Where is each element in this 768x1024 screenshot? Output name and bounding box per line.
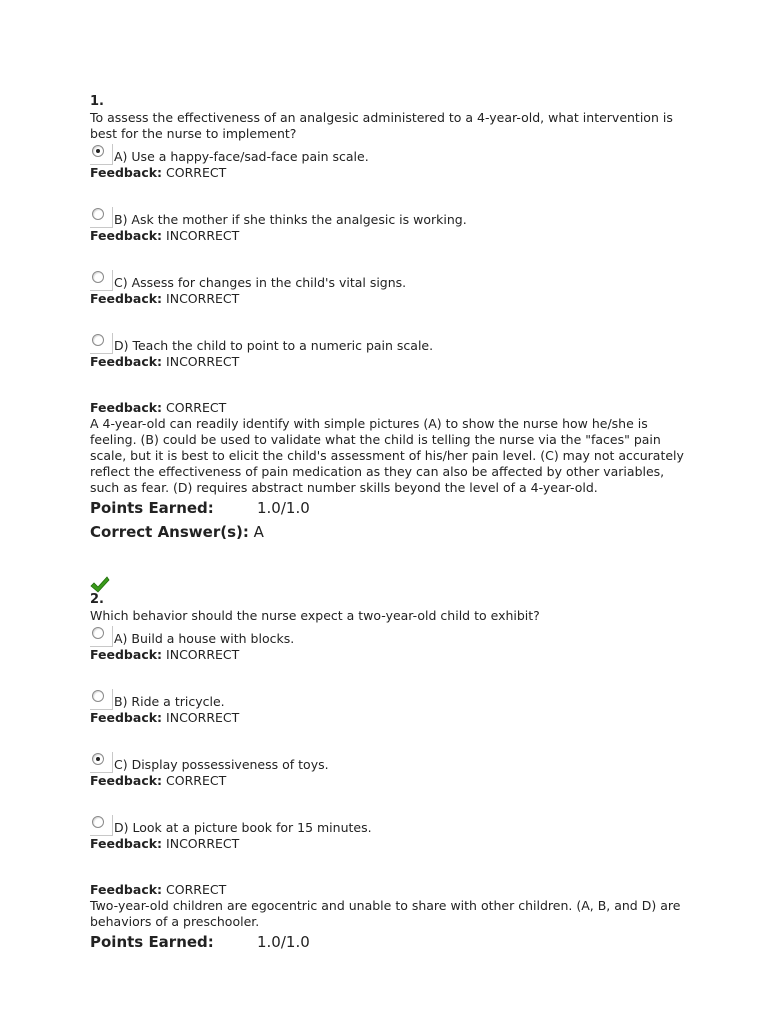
question-text: Which behavior should the nurse expect a two-year-old child to exhibit? — [90, 608, 540, 623]
overall-feedback: Feedback: CORRECT — [90, 882, 227, 897]
option-feedback: Feedback: CORRECT — [90, 773, 227, 788]
radio-button[interactable] — [92, 271, 104, 283]
option-feedback: Feedback: INCORRECT — [90, 354, 240, 369]
explanation-text: A 4-year-old can readily identify with simple pictures (A) to show the nurse how he/she is feeling. (B) could be used to validate what the child is telling the nurse via the "faces" pain scale, but it is best to elicit the child's assessment of his/her pain level. (C) may not accurately reflect the effectiveness of pain medication as they can also be affected by other variables, such as fear. (D) requires abstract number skills beyond the level of a 4-year-old. — [90, 416, 684, 495]
option-d — [90, 333, 690, 370]
option-c — [90, 752, 690, 789]
explanation-text: Two-year-old children are egocentric and unable to share with other children. (A, B, and D) are behaviors of a preschooler. — [90, 898, 681, 929]
correct-answers-value: A — [253, 523, 264, 541]
question-number: 1. — [90, 94, 104, 109]
question-1 — [90, 94, 690, 542]
option-label: B) Ride a tricycle. — [114, 694, 225, 709]
option-b — [90, 689, 690, 726]
option-feedback: Feedback: INCORRECT — [90, 228, 240, 243]
option-a — [90, 144, 690, 181]
option-label: B) Ask the mother if she thinks the analgesic is working. — [114, 212, 467, 227]
question-number: 2. — [90, 592, 104, 607]
option-a — [90, 626, 690, 663]
radio-button[interactable] — [92, 816, 104, 828]
option-label: A) Use a happy-face/sad-face pain scale. — [114, 149, 369, 164]
quiz-results — [90, 94, 690, 952]
radio-button[interactable] — [92, 627, 104, 639]
points-value: 1.0/1.0 — [257, 499, 310, 517]
option-label: C) Assess for changes in the child's vital signs. — [114, 275, 407, 290]
option-label: D) Teach the child to point to a numeric pain scale. — [114, 338, 434, 353]
radio-button[interactable] — [92, 208, 104, 220]
overall-feedback: Feedback: CORRECT — [90, 400, 227, 415]
option-feedback: Feedback: INCORRECT — [90, 710, 240, 725]
radio-button[interactable] — [92, 690, 104, 702]
option-b — [90, 207, 690, 244]
option-feedback: Feedback: INCORRECT — [90, 647, 240, 662]
radio-button-selected[interactable] — [92, 753, 104, 765]
question-text: To assess the effectiveness of an analgesic administered to a 4-year-old, what intervention is best for the nurse to implement? — [90, 110, 673, 141]
option-d — [90, 815, 690, 852]
radio-button[interactable] — [92, 334, 104, 346]
option-feedback: Feedback: CORRECT — [90, 165, 227, 180]
points-earned: Points Earned: 1.0/1.0 — [90, 499, 310, 517]
option-c — [90, 270, 690, 307]
points-earned: Points Earned: 1.0/1.0 — [90, 933, 310, 951]
radio-button-selected[interactable] — [92, 145, 104, 157]
option-label: A) Build a house with blocks. — [114, 631, 295, 646]
question-2 — [90, 576, 690, 952]
option-label: C) Display possessiveness of toys. — [114, 757, 329, 772]
option-label: D) Look at a picture book for 15 minutes. — [114, 820, 372, 835]
option-feedback: Feedback: INCORRECT — [90, 836, 240, 851]
correct-answers: Correct Answer(s): A — [90, 523, 264, 541]
points-value: 1.0/1.0 — [257, 933, 310, 951]
option-feedback: Feedback: INCORRECT — [90, 291, 240, 306]
